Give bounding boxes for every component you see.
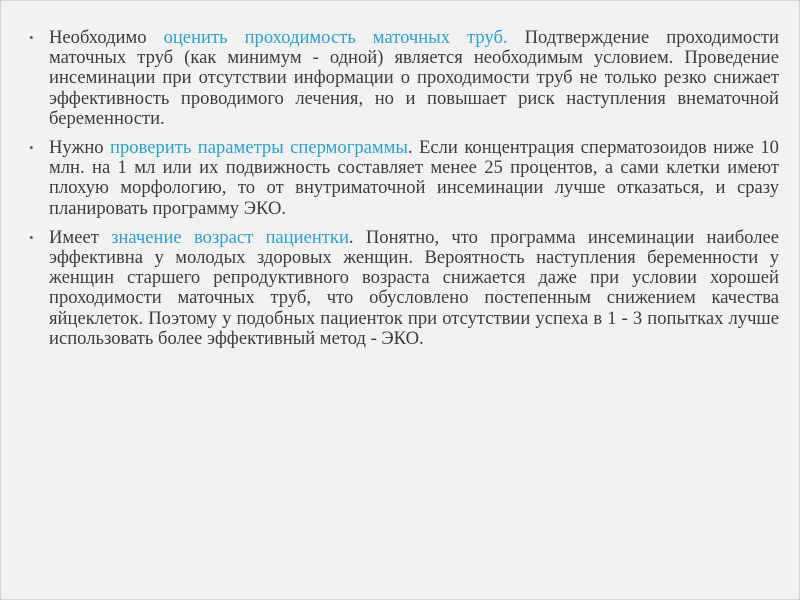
bullet-icon: • — [29, 229, 34, 245]
paragraph-lead: Необходимо — [49, 27, 164, 48]
bullet-paragraph-1 — [29, 28, 779, 129]
bullet-icon: • — [29, 30, 34, 45]
paragraph-text: Подтверждение проходимости маточных труб (как минимум - одной) является необходимым условием. Проведение инсеминации при отсутствии информации о проходимости труб не только резко снижает эффективность проводимого лечения, но и повышает риск наступления внематочной беременности. — [49, 27, 779, 129]
paragraph-text: . Понятно, что программа инсеминации наиболее эффективна у молодых здоровых женщин. Вероятность наступления беременности у женщин старшего репродуктивного возраста снижается даже при условии хорошей проходимости маточных труб, что обусловлено постепенным снижением качества яйцеклеток. Поэтому у подобных пациенток при отсутствии успеха в 1 - 3 попытках лучше использовать более эффективный метод - ЭКО. — [49, 226, 780, 349]
bullet-icon: • — [29, 140, 34, 156]
bullet-paragraph-2 — [29, 138, 779, 219]
link-tube-patency[interactable]: оценить проходимость маточных труб. — [163, 27, 508, 48]
link-spermogram[interactable]: проверить параметры спермограммы — [110, 137, 408, 159]
text-body — [29, 28, 779, 358]
paragraph-lead: Нужно — [49, 137, 111, 159]
paragraph-lead: Имеет — [49, 226, 112, 248]
bullet-paragraph-3 — [29, 228, 779, 349]
paragraph-text: . Если концентрация сперматозоидов ниже 10 млн. на 1 мл или их подвижность составляет менее 25 процентов, а сами клетки имеют плохую морфологию, то от внутриматочной инсеминации лучше отказаться, и сразу планировать программу ЭКО. — [49, 137, 779, 219]
link-patient-age[interactable]: значение возраст пациентки — [111, 226, 349, 248]
